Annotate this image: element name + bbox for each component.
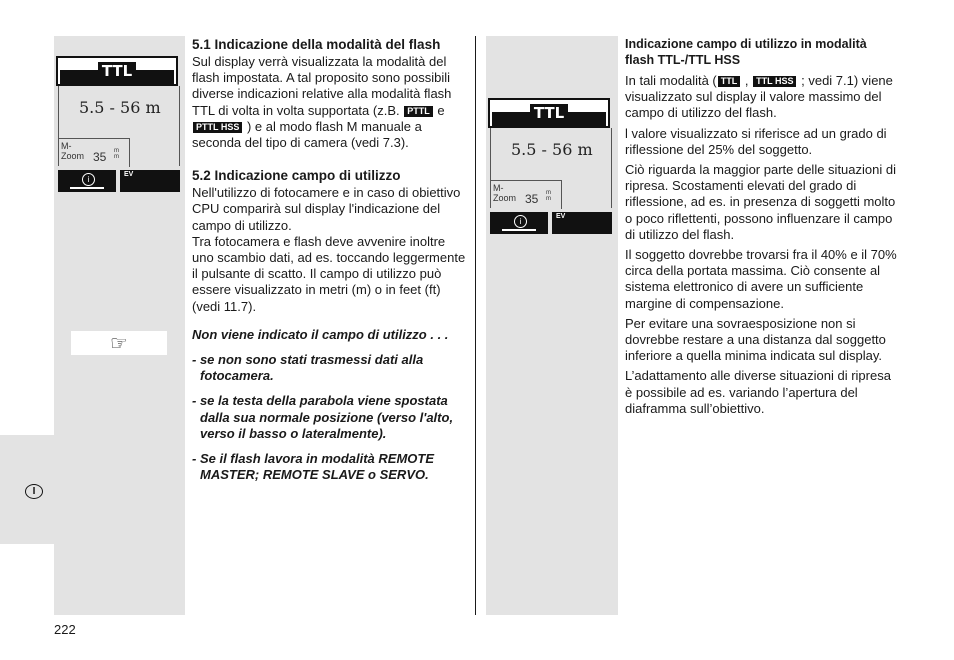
zoom-value: 35 (525, 192, 539, 206)
display-mode-label: TTL (530, 104, 568, 122)
page-number: 222 (54, 622, 76, 637)
section-5-1-paragraph (192, 54, 467, 151)
zoom-unit-2: m (546, 196, 551, 202)
zoom-label-1: M- (493, 183, 504, 193)
right-paragraph-3: Ciò riguarda la maggior parte delle situazioni di ripresa. Scostamenti elevati del grado di riflessione, ad es. in presenza di soggetti molto o poco riflettenti, possono influenzare il campo di utilizzo del flash. (625, 162, 896, 242)
note-item-3: - Se il flash lavora in modalità REMOTE MASTER; REMOTE SLAVE o SERVO. (192, 451, 434, 483)
display-zoom-box (59, 138, 130, 167)
section-5-1-text-a: Sul display verrà visualizzata la modalità del flash impostata. A tal proposito sono possibili diverse indicazioni relative alla modalità flash TTL di volta in volta supportata (z.B. (192, 54, 452, 118)
pttl-badge: PTTL (404, 106, 433, 117)
display-info-key (58, 170, 116, 192)
display-ev-key (120, 170, 180, 192)
display-info-key (490, 212, 548, 234)
section-5-1-title: 5.1 Indicazione della modalità del flash (192, 37, 441, 52)
display-range: 5.5 - 56 m (79, 98, 161, 117)
display-screen (490, 128, 612, 208)
display-mode-bar (56, 56, 178, 86)
right-paragraph-2: l valore visualizzato si riferisce ad un grado di riflessione del 25% del soggetto. (625, 125, 887, 157)
zoom-unit-1: m (546, 190, 551, 196)
section-5-2-title: 5.2 Indicazione campo di utilizzo (192, 168, 401, 184)
and-word: e (437, 102, 445, 118)
right-paragraph-6: L’adattamento alle diverse situazioni di ripresa è possibile ad es. variando l’apertura del diaframma sull’obiettivo. (625, 368, 891, 416)
note-title: Non viene indicato il campo di utilizzo . . . (192, 326, 449, 342)
right-paragraph-1 (625, 73, 897, 122)
pttl-hss-badge: PTTL HSS (193, 122, 242, 133)
note-item-2: - se la testa della parabola viene spostata dalla sua normale posizione (verso l'alto, verso il basso o lateralmente). (192, 393, 454, 441)
display-range: 5.5 - 56 m (511, 140, 593, 159)
left-text-column (192, 36, 467, 483)
pointing-hand-icon: ☞ (71, 331, 167, 355)
language-indicator: I (25, 484, 43, 499)
zoom-label-2: Zoom (61, 151, 85, 161)
comma: , (744, 73, 749, 88)
zoom-unit-1: m (114, 148, 119, 154)
display-ev-key (552, 212, 612, 234)
section-5-2-paragraph-2: Tra fotocamera e flash deve avvenire inoltre uno scambio dati, ad es. toccando leggermente il pulsante di scatto. Il campo di utilizzo può essere visualizzato in metri (m) o in feet (ft) (vedi 11.7). (192, 233, 466, 314)
section-5-1-text-b: ) e al modo flash M manuale a seconda del tipo di camera (vedi 7.3). (192, 118, 422, 151)
right-section-title: Indicazione campo di utilizzo in modalità flash TTL-/TTL HSS (625, 37, 867, 67)
display-mode-label: TTL (98, 62, 136, 80)
right-paragraph-4: Il soggetto dovrebbe trovarsi fra il 40% e il 70% circa della portata massima. Ciò consente al sistema elettronico di avere un sufficiente margine di compensazione. (625, 247, 897, 311)
right-p1-text-a: In tali modalità ( (625, 73, 717, 88)
ev-label: EV (556, 213, 566, 220)
right-paragraph-5: Per evitare una sovraesposizione non si dovrebbe restare a una distanza dal soggetto inferiore a quella minima indicata sul display. (625, 315, 886, 364)
ttl-badge: TTL (718, 76, 741, 87)
zoom-label-2: Zoom (493, 193, 517, 203)
ttl-hss-badge: TTL HSS (753, 76, 796, 87)
zoom-value: 35 (93, 150, 107, 164)
right-p1-text-b: ; vedi 7.1) viene visualizzato sul display il valore massimo del campo di utilizzo del flash. (625, 73, 893, 121)
zoom-unit-2: m (114, 154, 119, 160)
right-text-column (625, 36, 897, 417)
display-zoom-box (491, 180, 562, 209)
display-mode-bar (488, 98, 610, 128)
note-item-1: - se non sono stati trasmessi dati alla fotocamera. (192, 352, 424, 384)
info-icon: i (82, 173, 95, 186)
section-5-2-paragraph: Nell'utilizzo di fotocamere e in caso di obiettivo CPU comparirà sul display l'indicazione del campo di utilizzo. (192, 185, 461, 233)
ev-label: EV (124, 171, 134, 178)
info-icon: i (514, 215, 527, 228)
column-divider (475, 36, 476, 615)
display-screen (58, 86, 180, 166)
zoom-label-1: M- (61, 141, 72, 151)
